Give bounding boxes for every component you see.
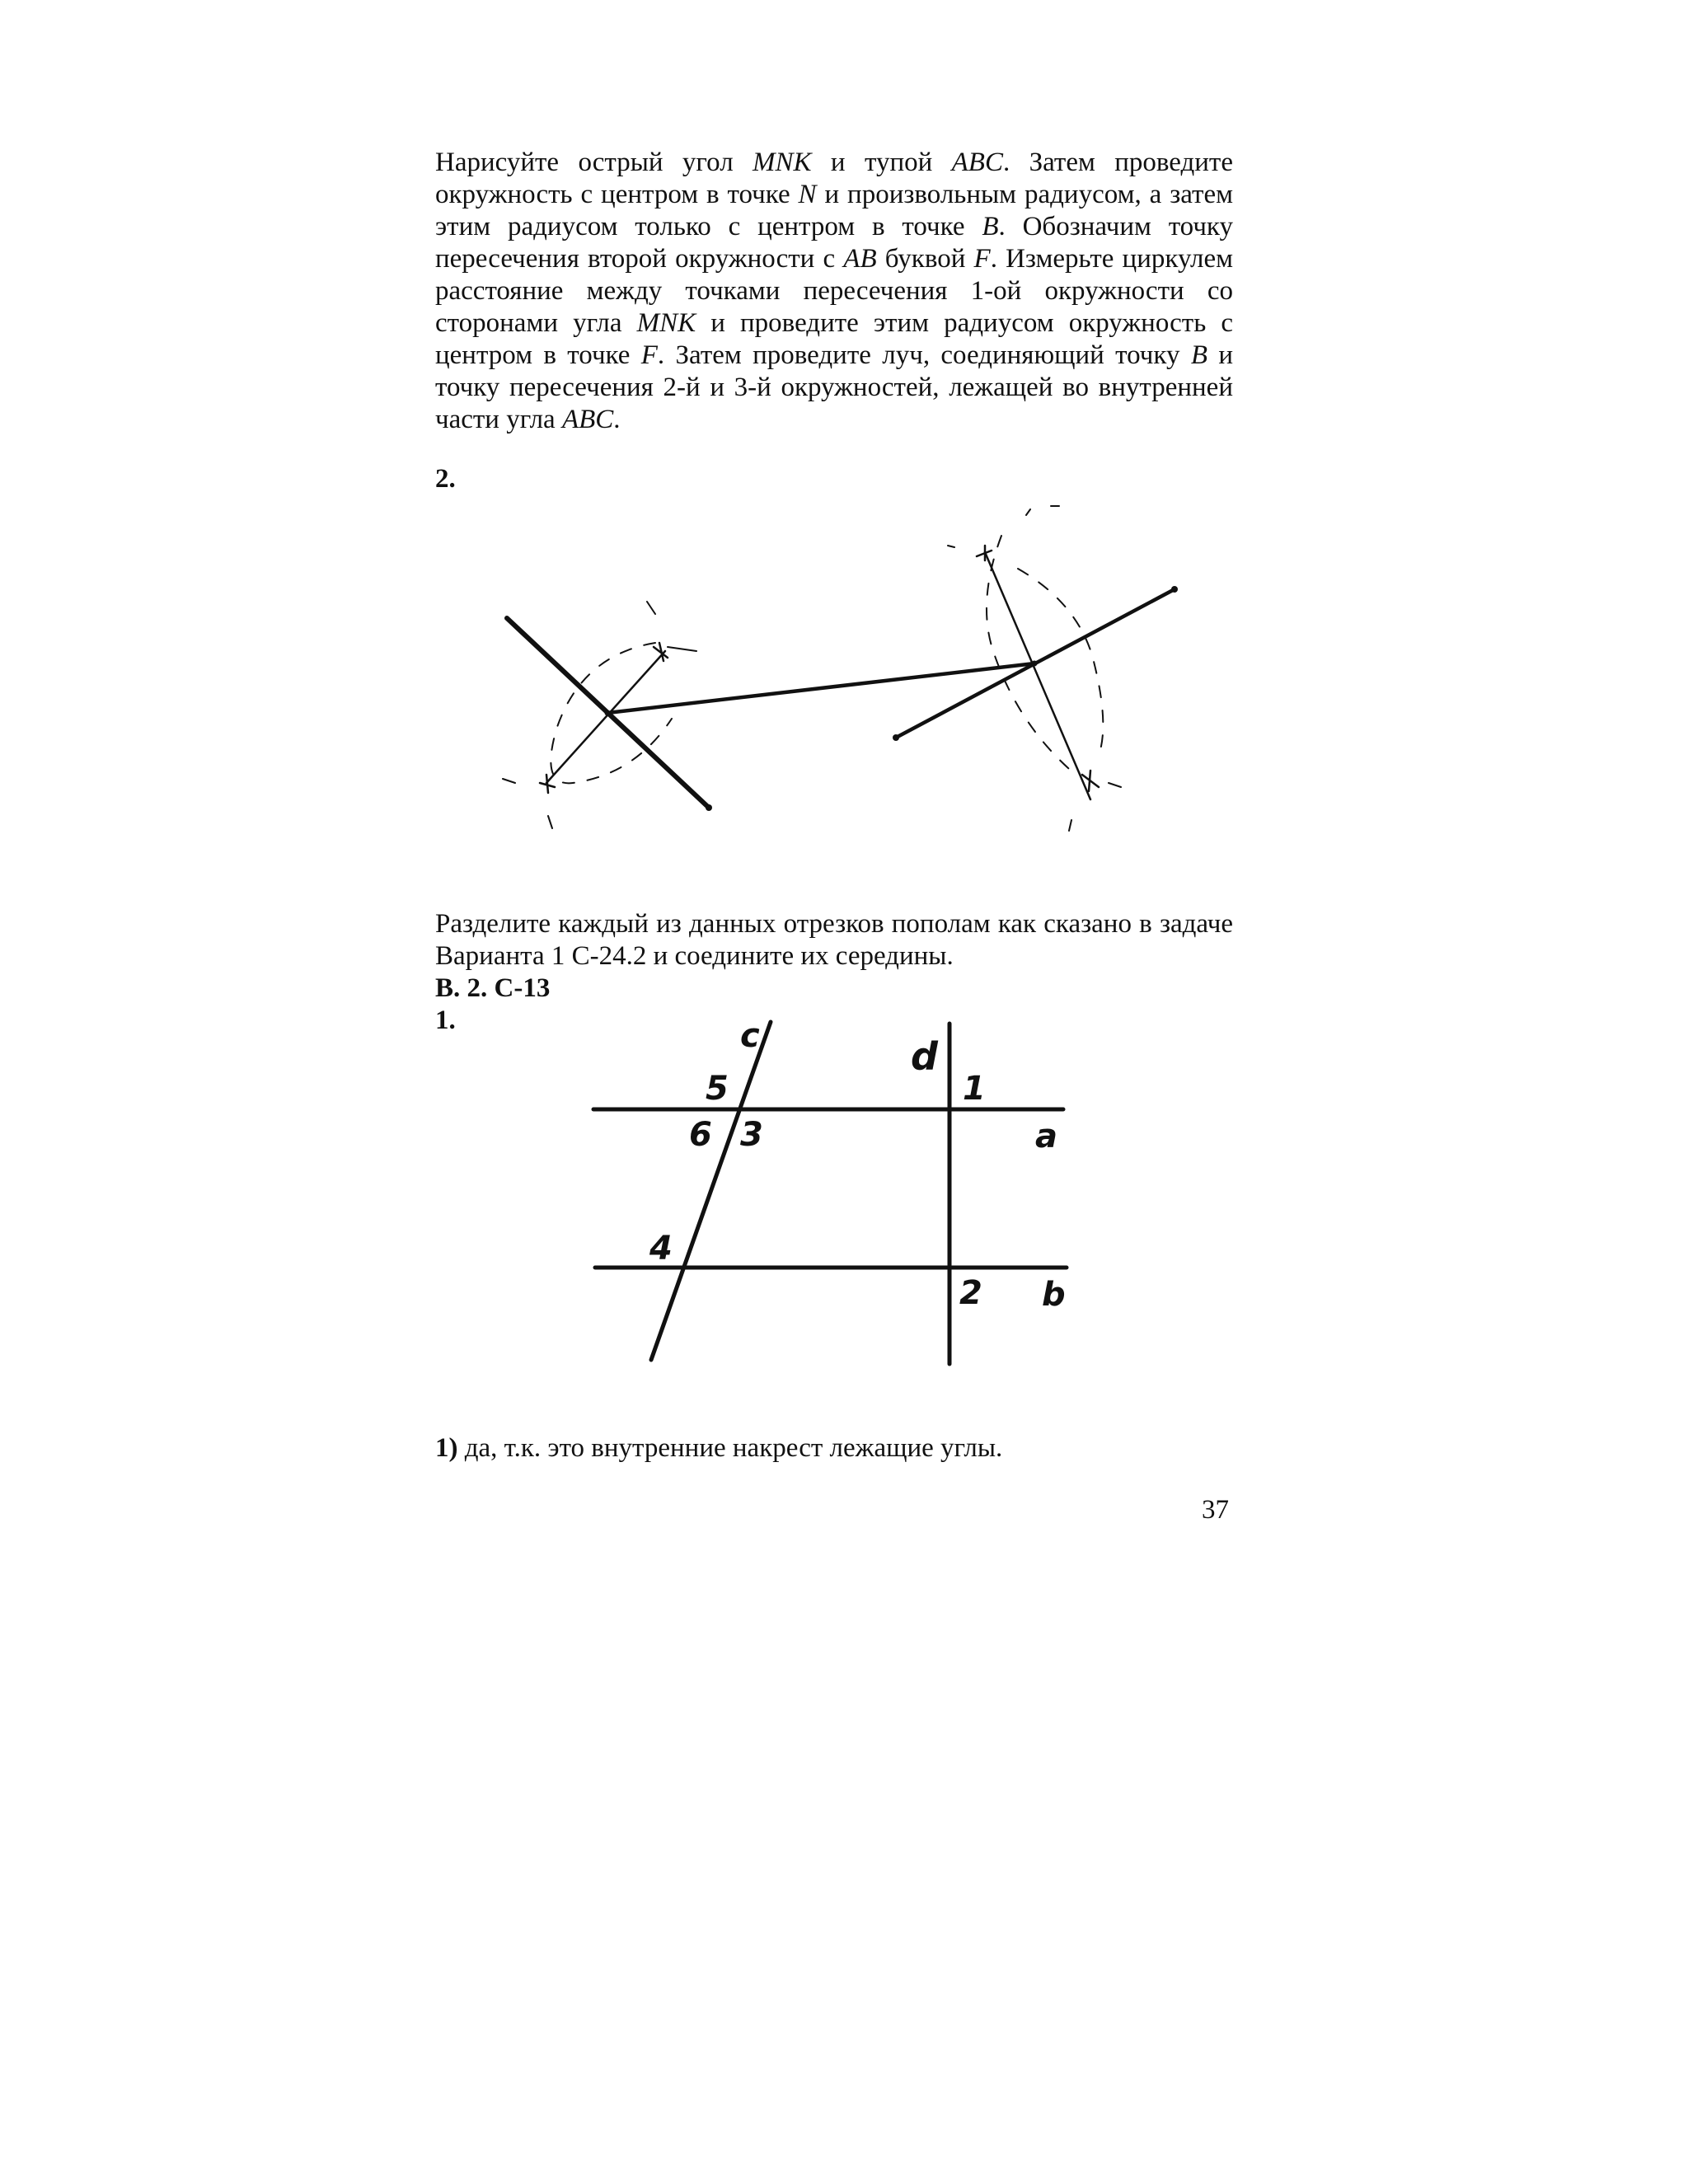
task2-text-line: Варианта 1 С-24.2 и соедините их середины. xyxy=(435,941,954,971)
bisector-right xyxy=(985,552,1090,799)
task2-text xyxy=(435,908,1233,972)
midpoint xyxy=(1032,661,1038,667)
answer-number: 1) xyxy=(435,1433,458,1463)
label-d: d xyxy=(911,1034,938,1079)
angle-label-3: 3 xyxy=(740,1116,763,1154)
task-text-line: пересечения второй окружности с AB буквой F. Измерьте циркулем xyxy=(435,244,1233,274)
angle-label-5: 5 xyxy=(706,1070,729,1108)
answer-line xyxy=(435,1432,1002,1465)
task2-text-line: Разделите каждый из данных отрезков пополам как сказано в задаче xyxy=(435,909,1233,939)
section-heading: В. 2. С-13 xyxy=(435,973,551,1003)
task-text-line: Нарисуйте острый угол MNK и тупой ABC. Затем проведите xyxy=(435,148,1233,177)
answer-text: да, т.к. это внутренние накрест лежащие углы. xyxy=(457,1433,1003,1463)
problem-label-1: 1. xyxy=(435,1005,456,1035)
task-text xyxy=(435,147,1233,436)
segment-endpoint xyxy=(706,804,712,811)
task-text-line: сторонами угла MNK и проведите этим радиусом окружность с xyxy=(435,308,1233,338)
arc-right-a xyxy=(987,536,1076,775)
label-a: a xyxy=(1035,1118,1057,1155)
construction-diagram xyxy=(457,503,1207,841)
segment-endpoint xyxy=(893,734,899,741)
segment-endpoint xyxy=(1171,586,1178,593)
page-number: 37 xyxy=(1202,1495,1229,1525)
label-c: c xyxy=(740,1017,760,1055)
problem-label-2: 2. xyxy=(435,464,456,494)
task-text-line: точку пересечения 2-й и 3-й окружностей, лежащей во внутренней xyxy=(435,373,1233,402)
task-text-line: центром в точке F. Затем проведите луч, соединяющий точку B и xyxy=(435,340,1234,370)
task-text-line: части угла ABC. xyxy=(435,405,621,434)
midpoint xyxy=(605,710,611,716)
angle-label-6: 6 xyxy=(689,1116,712,1154)
task-text-line: этим радиусом только с центром в точке B. Обозначим точку xyxy=(435,212,1233,241)
midpoint-connector xyxy=(607,663,1034,713)
angle-label-1: 1 xyxy=(963,1070,986,1108)
label-b: b xyxy=(1042,1276,1066,1314)
parallel-lines-figure xyxy=(569,1014,1104,1393)
arc-ticks-left xyxy=(503,602,696,828)
angle-label-4: 4 xyxy=(649,1230,673,1268)
cross-mark xyxy=(977,546,992,560)
task-text-line: окружность с центром в точке N и произвольным радиусом, а затем xyxy=(435,180,1233,209)
angle-label-2: 2 xyxy=(959,1274,982,1312)
task-text-line: расстояние между точками пересечения 1-ой окружности со xyxy=(435,276,1233,306)
